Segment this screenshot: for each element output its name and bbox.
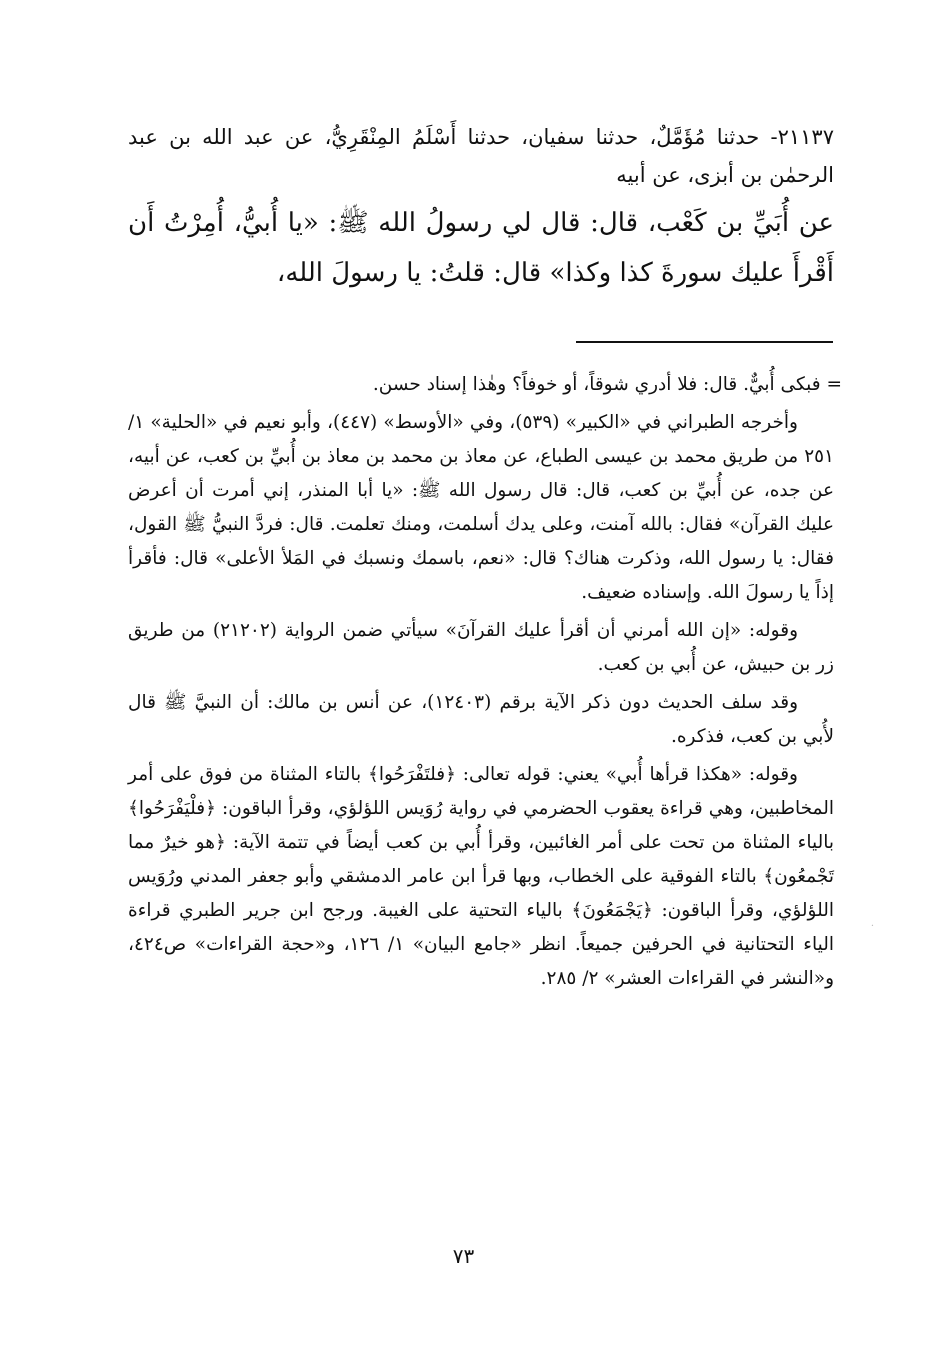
margin-speck: ·: [870, 921, 874, 932]
footnote-separator-rule: [576, 341, 833, 343]
hadith-matn: عن أُبَيِّ بن كَعْب، قال: قال لي رسولُ الله ﷺ: «يا أُبيُّ، أُمِرْتُ أَن أَقْرأَ عليك سورةَ كذا وكذا» قال: قلتُ: يا رسولَ الله،: [128, 208, 834, 288]
footnote-paragraph: وقوله: «هكذا قرأها أُبي» يعني: قوله تعالى: ﴿فلتَفْرَحُوا﴾ بالتاء المثناة من فوق على أمر المخاطبين، وهي قراءة يعقوب الحضرمي في رواية رُوَيس اللؤلؤي، وقرأ الباقون: ﴿فلْيَفْرَحُوا﴾ بالياء المثناة من تحت على أمر الغائبين، وقرأ أُبي بن كعب أيضاً في تتمة الآية: ﴿هو خيرٌ مما تَجْمعُون﴾ بالتاء الفوقية على الخطاب، وبها قرأ ابن عامر الدمشقي وأبو جعفر المدني ورُوَيس اللؤلؤي، وقرأ الباقون: ﴿يَجْمَعُونَ﴾ بالياء التحتية على الغيبة. ورجح ابن جرير الطبري قراءة الياء التحتانية في الحرفين جميعاً. انظر «جامع البيان» ١/ ١٢٦، و«حجة القراءات» ص٤٢٤، و«النشر في القراءات العشر» ٢/ ٢٨٥.: [128, 764, 834, 989]
footnote-paragraph: وأخرجه الطبراني في «الكبير» (٥٣٩)، وفي «الأوسط» (٤٤٧)، وأبو نعيم في «الحلية» ١/ ٢٥١ من طريق محمد بن عيسى الطباع، عن معاذ بن محمد بن معاذ بن أُبيِّ بن كعب، عن أبيه، عن جده، عن أُبيِّ بن كعب، قال: قال رسول الله ﷺ: «يا أبا المنذر، إني أمرت أن أعرض عليك القرآن» فقال: بالله آمنت، وعلى يدك أسلمت، ومنك تعلمت. قال: فردَّ النبيُّ ﷺ القول، فقال: يا رسول الله، وذكرت هناك؟ قال: «نعم، باسمك ونسبك في المَلأ الأعلى» قال: فأقرأ إذاً يا رسولَ الله. وإسناده ضعيف.: [128, 412, 834, 603]
footnotes-section: [128, 368, 842, 1000]
footnote-paragraph: وقد سلف الحديث دون ذكر الآية برقم (١٢٤٠٣)، عن أنس بن مالك: أن النبيَّ ﷺ قال لأُبي بن كعب، فذكره.: [128, 692, 834, 747]
page-number: ٧٣: [452, 1244, 475, 1268]
hadith-entry: [128, 118, 834, 298]
footnote-continuation: = فبكى أُبيٌّ. قال: فلا أدري شوقاً، أو خوفاً؟ وهٰذا إسناد حسن.: [372, 374, 842, 395]
footnote-paragraph: وقوله: «إن الله أمرني أن أقرأ عليك القرآنَ» سيأتي ضمن الرواية (٢١٢٠٢) من طريق زر بن حبيش، عن أُبي بن كعب.: [128, 620, 834, 675]
hadith-isnad: ٢١١٣٧- حدثنا مُؤَمَّلٌ، حدثنا سفيان، حدثنا أَسْلَمُ المِنْقَرِيُّ، عن عبد الله بن عبد الرحمٰن بن أبزى، عن أبيه: [128, 125, 834, 187]
